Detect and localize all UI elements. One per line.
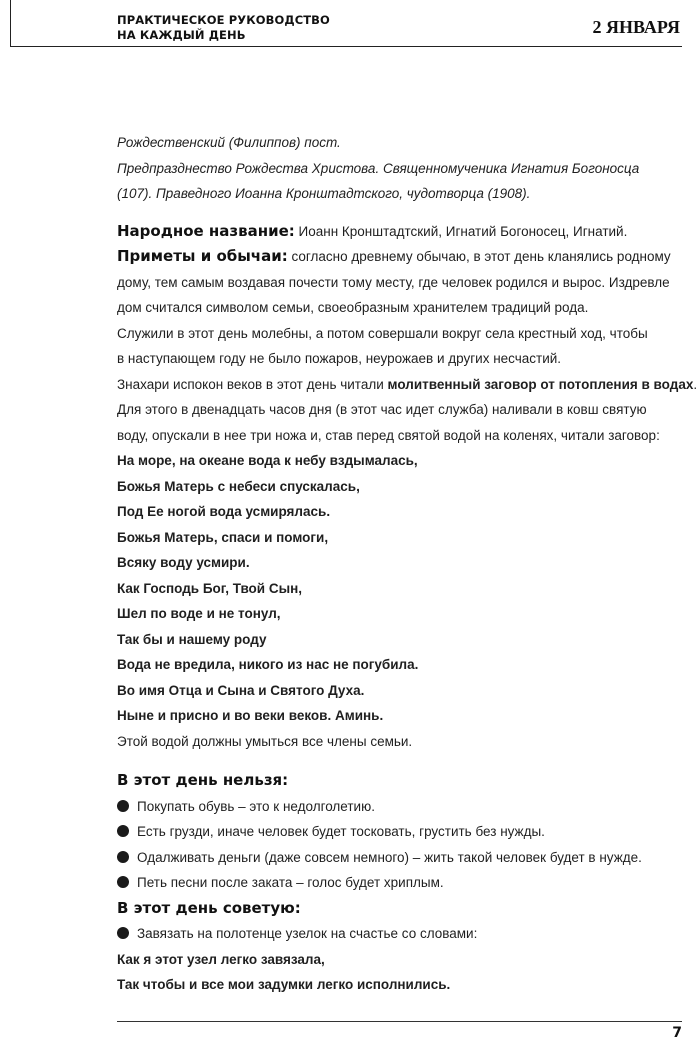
list-item: Есть грузди, иначе человек будет тосковать, грустить без нужды. <box>117 819 689 845</box>
prayer-line: Как Господь Бог, Твой Сын, <box>117 580 303 596</box>
list-item: Завязать на полотенце узелок на счастье со словами: <box>117 921 689 947</box>
prayer-line: Во имя Отца и Сына и Святого Духа. <box>117 682 365 698</box>
bullet-icon <box>117 825 129 837</box>
folk-name-text: Иоанн Кронштадтский, Игнатий Богоносец, Игнатий. <box>298 223 628 239</box>
bullet-icon <box>117 876 129 888</box>
footer-rule <box>117 1021 682 1022</box>
advice-list <box>117 921 689 947</box>
bullet-icon <box>117 927 129 939</box>
forbidden-list <box>117 794 689 896</box>
after-prayer-note: Этой водой должны умыться все члены семьи. <box>117 733 413 749</box>
page-body <box>117 130 697 998</box>
header-left-border <box>10 0 11 47</box>
header-rule <box>10 46 682 47</box>
running-header <box>117 13 330 43</box>
list-item: Петь песни после заката – голос будет хриплым. <box>117 870 689 896</box>
prayer-name: молитвенный заговор от потопления в водах <box>387 376 694 392</box>
intro-line-1: Рождественский (Филиппов) пост. <box>117 135 341 150</box>
customs-line-2: дому, тем самым воздавая почести тому месту, где человек родился и вырос. Издревле <box>117 274 670 290</box>
customs-line-4: Служили в этот день молебны, а потом совершали вокруг села крестный ход, чтобы <box>117 325 648 341</box>
prayer-line: Вода не вредила, никого из нас не погубила. <box>117 657 419 672</box>
prayer-verse <box>117 448 689 729</box>
intro-line-2: Предпразднество Рождества Христова. Священномученика Игнатия Богоносца <box>117 160 640 176</box>
prayer-line: Ныне и присно и во веки веков. Аминь. <box>117 708 384 723</box>
folk-name-paragraph <box>117 219 689 245</box>
intro-block <box>117 130 689 207</box>
prayer-line: Шел по воде и не тонул, <box>117 606 281 621</box>
bullet-icon <box>117 800 129 812</box>
list-item: Одалживать деньги (даже совсем немного) – жить такой человек будет в нужде. <box>117 845 689 871</box>
prayer-line: Так бы и нашему роду <box>117 631 267 647</box>
customs-line-6: Знахари испокон веков в этот день читали молитвенный заговор от потопления в водах. <box>117 376 697 392</box>
forbidden-heading: В этот день нельзя: <box>117 771 289 789</box>
customs-line-5: в наступающем году не было пожаров, неурожаев и других несчастий. <box>117 351 562 366</box>
prayer-line: Под Ее ногой вода усмирялась. <box>117 504 331 519</box>
advice-heading: В этот день советую: <box>117 898 301 917</box>
advice-verse-line: Как я этот узел легко завязала, <box>117 951 325 967</box>
header-date: 2 ЯНВАРЯ <box>592 17 680 37</box>
running-header-line-1: ПРАКТИЧЕСКОЕ РУКОВОДСТВО <box>117 13 330 27</box>
customs-paragraph <box>117 244 697 448</box>
page-number: 7 <box>672 1025 682 1041</box>
prayer-line: Божья Матерь с небеси спускалась, <box>117 478 360 494</box>
customs-line-1: согласно древнему обычаю, в этот день кланялись родному <box>291 249 671 264</box>
folk-name-label: Народное название: <box>117 221 295 240</box>
customs-line-7: Для этого в двенадцать часов дня (в этот час идет служба) наливали в ковш святую <box>117 402 647 417</box>
prayer-line: Божья Матерь, спаси и помоги, <box>117 529 329 545</box>
intro-line-3: (107). Праведного Иоанна Кронштадтского, чудотворца (1908). <box>117 186 531 201</box>
customs-line-8: воду, опускали в нее три ножа и, став перед святой водой на коленях, читали заговор: <box>117 427 660 443</box>
advice-verse-line: Так чтобы и все мои задумки легко исполнились. <box>117 977 451 992</box>
bullet-icon <box>117 851 129 863</box>
prayer-line: Всяку воду усмири. <box>117 555 250 570</box>
running-header-line-2: НА КАЖДЫЙ ДЕНЬ <box>117 28 246 42</box>
list-item: Покупать обувь – это к недолголетию. <box>117 794 689 820</box>
customs-label: Приметы и обычаи: <box>117 247 288 265</box>
prayer-line: На море, на океане вода к небу вздымалась, <box>117 453 418 468</box>
advice-verse <box>117 947 689 998</box>
customs-line-3: дом считался символом семьи, своеобразным хранителем традиций рода. <box>117 300 589 315</box>
